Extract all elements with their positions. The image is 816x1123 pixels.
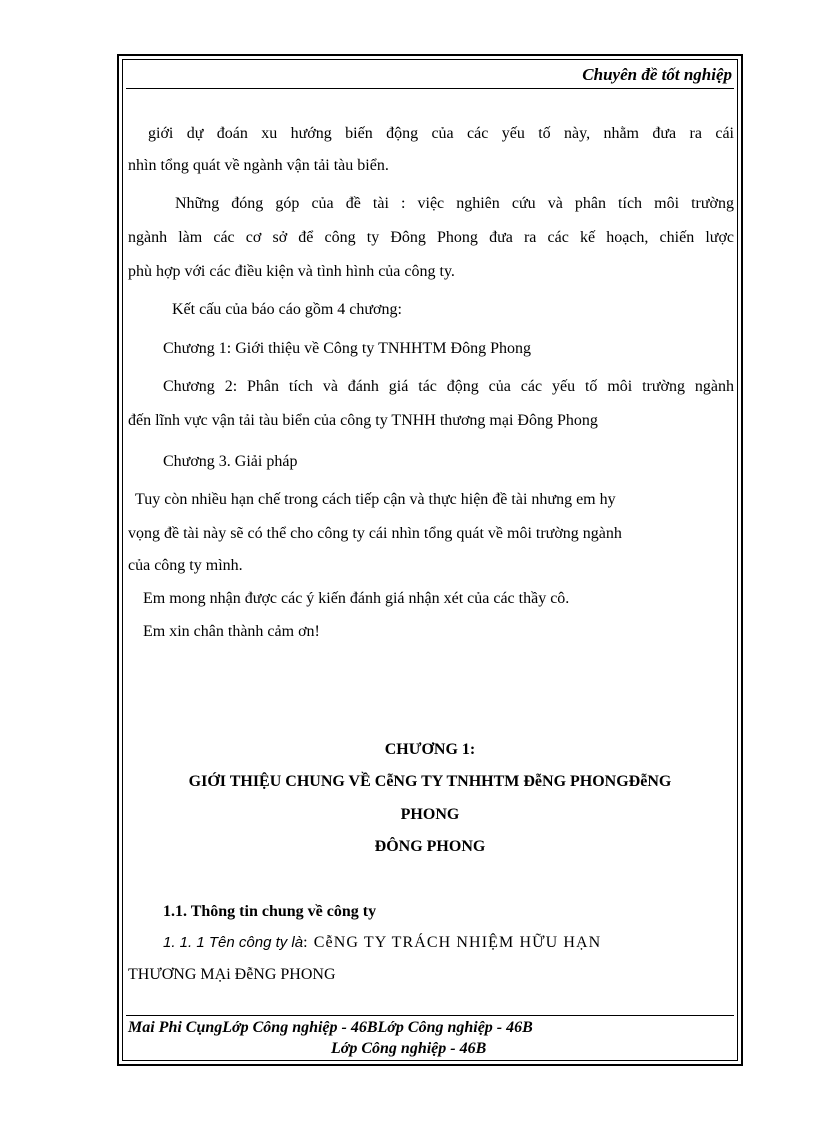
chapter-number: CHƯƠNG 1: (384, 741, 476, 758)
subsection-value: : CễNG TY TRÁCH NHIỆM HỮU HẠN (303, 934, 602, 951)
chapter-list-item-3: Chương 3. Giải pháp (163, 453, 298, 470)
body-line-4: ngành làm các cơ sở để công ty Đông Phong đưa ra các kế hoạch, chiến lược (128, 229, 734, 246)
section-heading: 1.1. Thông tin chung về công ty (163, 903, 377, 920)
body-line-11: Tuy còn nhiều hạn chế trong cách tiếp cận và thực hiện đề tài nhưng em hy (135, 491, 616, 508)
footer-line-1: Mai Phi CụngLớp Công nghiệp - 46BLớp Công nghiệp - 46B (128, 1019, 533, 1036)
footer-divider (126, 1015, 734, 1016)
body-line-14: Em mong nhận được các ý kiến đánh giá nhận xét của các thầy cô. (143, 590, 570, 607)
body-line-1: giới dự đoán xu hướng biến động của các yếu tố này, nhằm đưa ra cái (148, 125, 734, 142)
body-line-6: Kết cấu của báo cáo gồm 4 chương: (172, 301, 402, 318)
header-divider (126, 88, 734, 89)
subsection-label: 1. 1. 1 Tên công ty là (163, 934, 304, 951)
chapter-title-line-2: PHONG (400, 806, 460, 823)
closing-line: Em xin chân thành cảm ơn! (143, 623, 320, 640)
body-line-13: của công ty mình. (128, 557, 243, 574)
body-line-3: Những đóng góp của đề tài : việc nghiên cứu và phân tích môi trường (175, 195, 734, 212)
chapter-title-line-3: ĐÔNG PHONG (374, 838, 486, 855)
chapter-list-item-2-cont: đến lĩnh vực vận tải tàu biển của công ty TNHH thương mại Đông Phong (128, 412, 598, 429)
subsection-line (163, 934, 734, 952)
subsection-value-cont: THƯƠNG MẠi ĐễNG PHONG (128, 966, 336, 983)
body-line-5: phù hợp với các điều kiện và tình hình của công ty. (128, 263, 455, 280)
chapter-list-item-2: Chương 2: Phân tích và đánh giá tác động của các yếu tố môi trường ngành (163, 378, 734, 395)
header-title: Chuyên đề tốt nghiệp (582, 65, 732, 84)
body-line-2: nhìn tổng quát về ngành vận tải tàu biển. (128, 157, 389, 174)
chapter-list-item-1: Chương 1: Giới thiệu về Công ty TNHHTM Đông Phong (163, 340, 531, 357)
chapter-title-line-1: GIỚI THIỆU CHUNG VỀ CễNG TY TNHHTM ĐễNG PHONGĐễNG (188, 773, 672, 790)
footer-line-2: Lớp Công nghiệp - 46B (331, 1040, 487, 1057)
body-line-12: vọng đề tài này sẽ có thể cho công ty cái nhìn tổng quát về môi trường ngành (128, 525, 622, 542)
